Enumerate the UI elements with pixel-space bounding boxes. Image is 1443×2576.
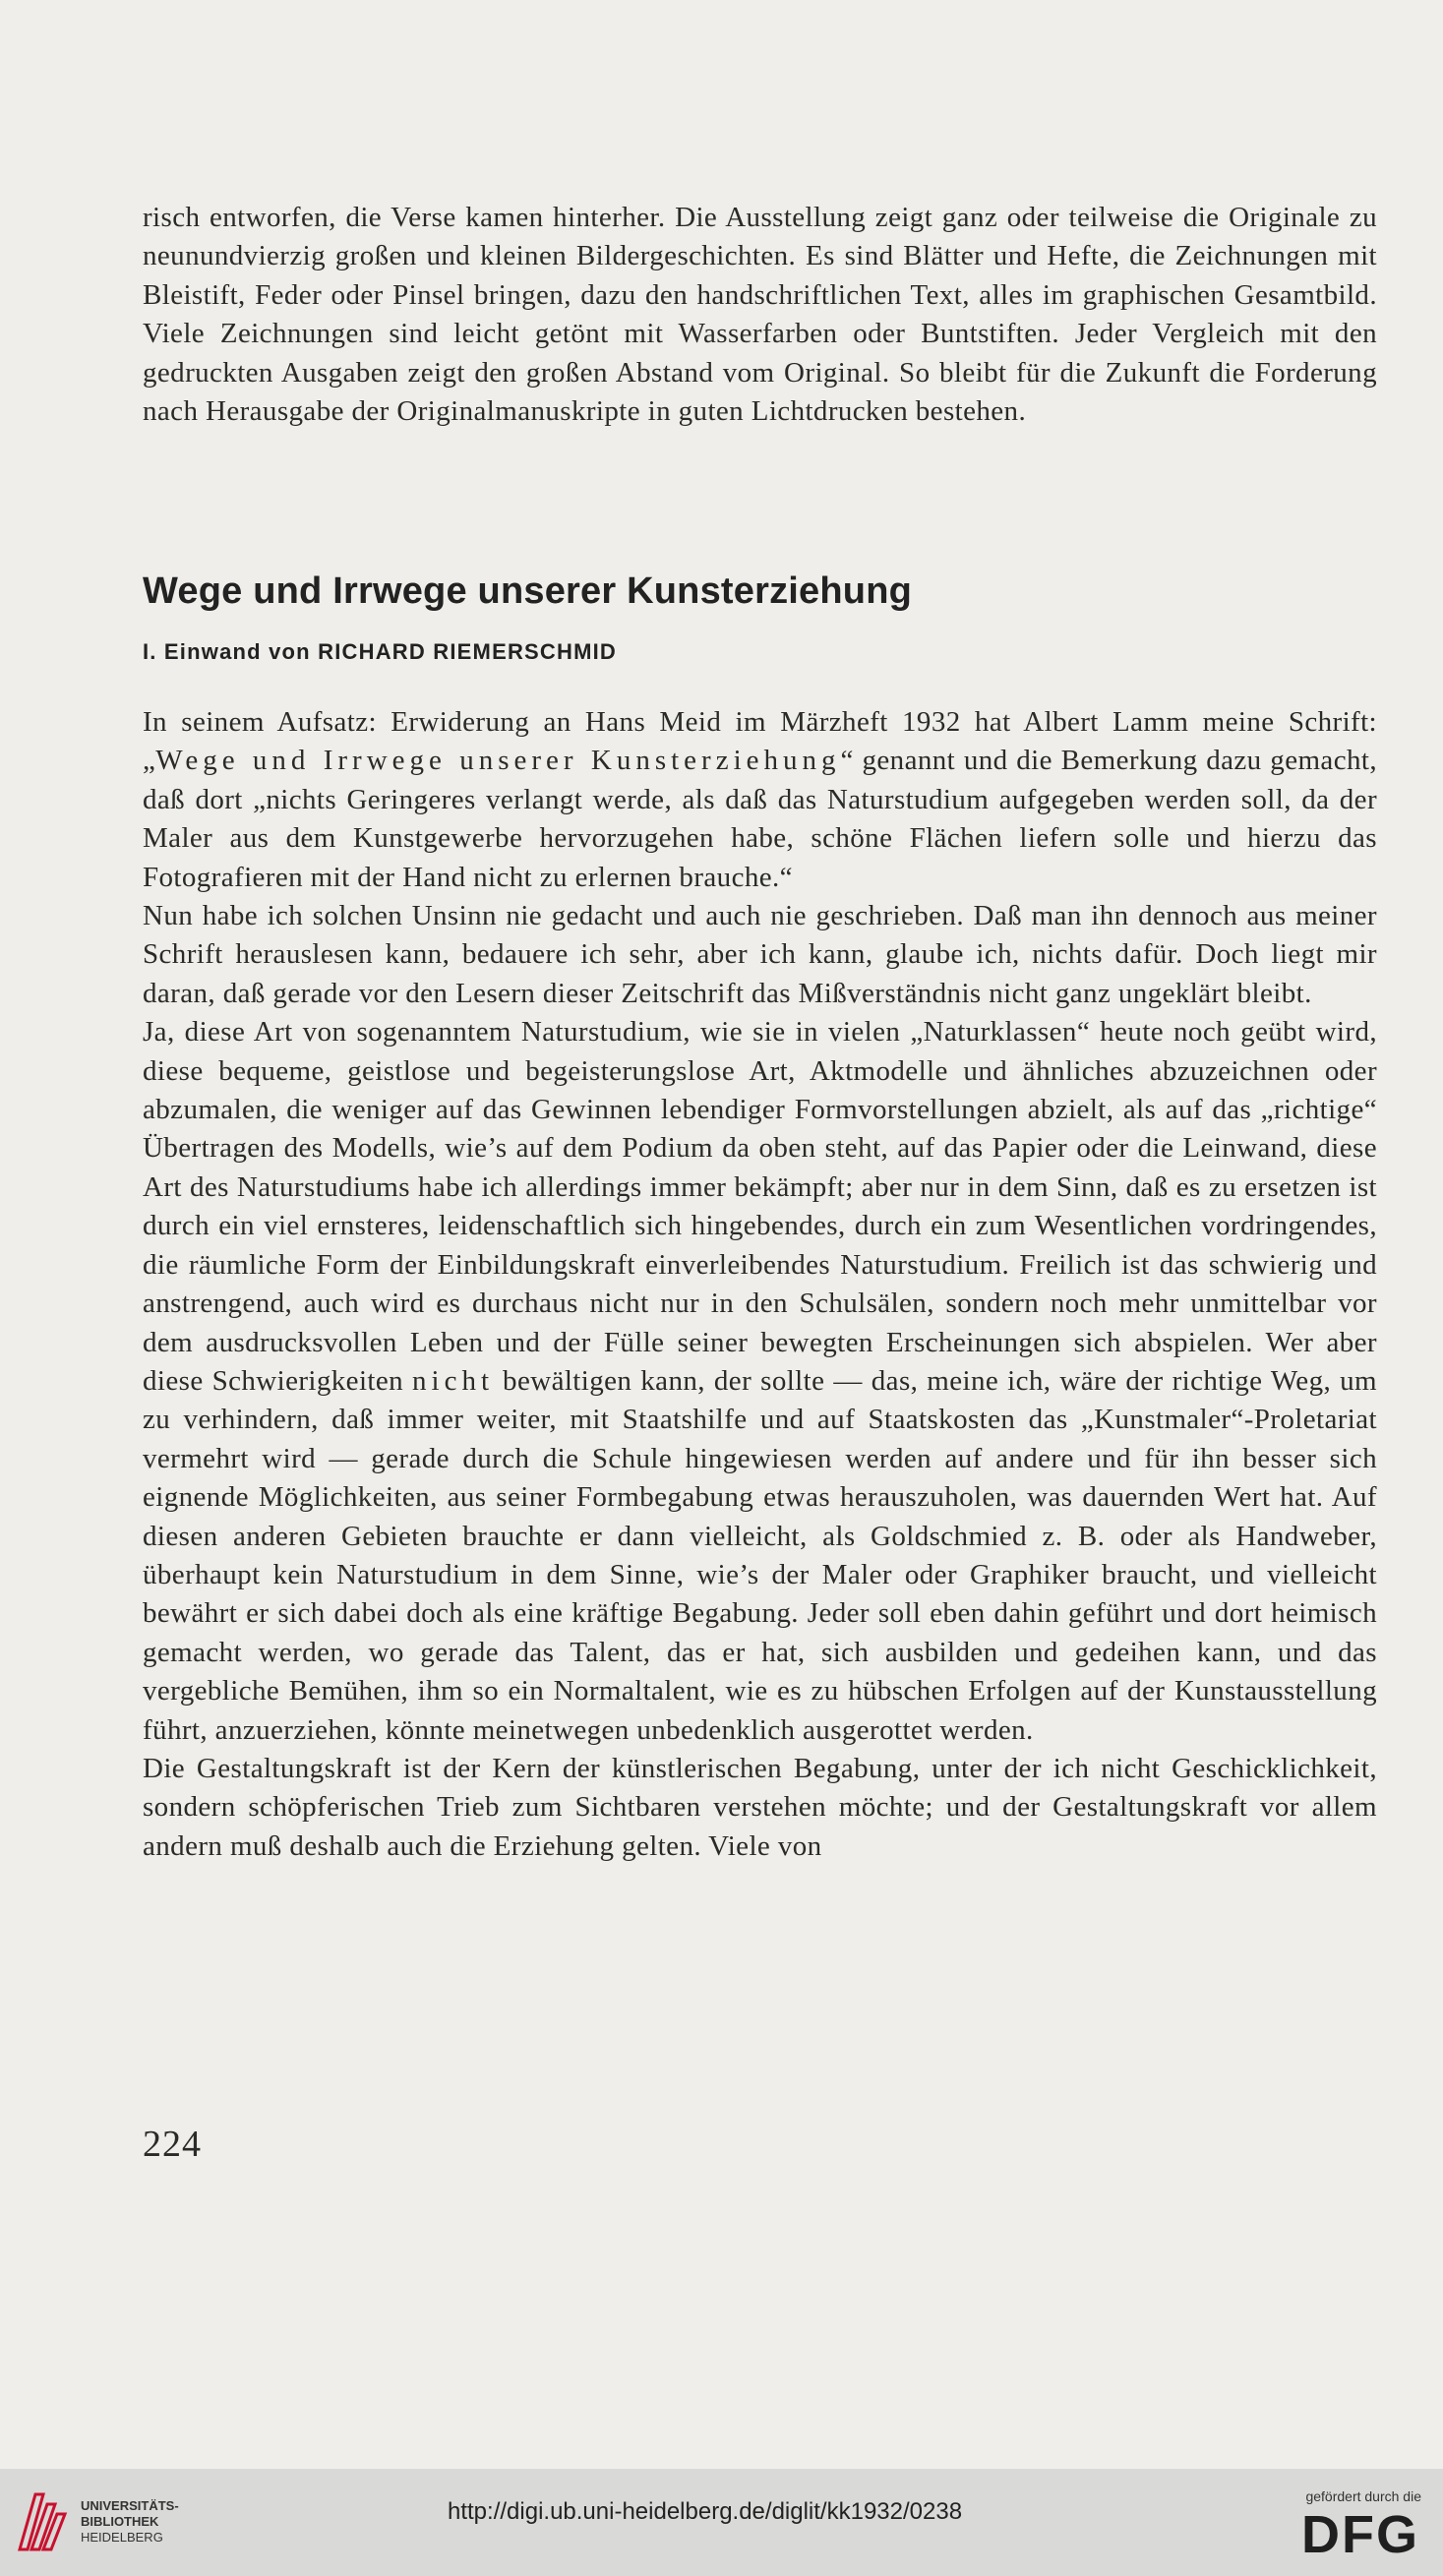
university-library-logo-icon[interactable] <box>14 2486 73 2555</box>
paragraph-3-end: bewältigen kann, der sollte — das, meine ich, wäre der richtige Weg, um zu verhindern, daß immer weiter, mit Staatshilfe und auf Staatskosten das „Kunstmaler“-Proletariat vermehrt wird — gerade durch die Schule hingewiesen werden auf andere und für ihn besser sich eignende Möglichkeiten, aus seiner Formbegabung etwas herauszuholen, was dauernden Wert hat. Auf diesen anderen Gebieten brauchte er dann vielleicht, als Goldschmied z. B. oder als Handweber, überhaupt kein Naturstudium in dem Sinne, wie’s der Maler oder Graphiker braucht, und vielleicht bewährt er sich dabei doch als eine kräftige Begabung. Jeder soll eben dahin geführt und dort heimisch gemacht werden, wo gerade das Talent, das er hat, sich ausbilden und gedeihen kann, und das vergebliche Bemühen, ihm so ein Normaltalent, wie es zu hübschen Erfolgen auf der Kunstausstellung führt, anzuerziehen, könnte meinetwegen unbedenklich ausgerottet werden. <box>143 1364 1377 1746</box>
dfg-logo[interactable]: DFG <box>1301 2505 1419 2564</box>
paragraph-3-start: Ja, diese Art von sogenanntem Naturstudium, wie sie in vielen „Naturklassen“ heute noch geübt wird, diese bequeme, geistlose und begeisterungslose Art, Aktmodelle und ähnliches abzuzeichnen oder abzumalen, die weniger auf das Gewinnen lebendiger Formvorstellungen abzielt, als auf das „richtige“ Übertragen des Modells, wie’s auf dem Podium da oben steht, auf das Papier oder die Leinwand, diese Art des Naturstudiums habe ich allerdings immer bekämpft; aber nur in dem Sinn, daß es zu ersetzen ist durch ein viel ernsteres, leidenschaftlich sich hingebendes, durch ein zum Wesentlichen vordringendes, die räumliche Form der Einbildungskraft einverleibendes Naturstudium. Freilich ist das schwierig und anstrengend, auch wird es durchaus nicht nur in den Schulsälen, sondern noch mehr unmittelbar vor dem ausdrucksvollen Leben und der Fülle seiner bewegten Erscheinungen sich abspielen. Wer aber diese Schwierigkeiten <box>143 1016 1377 1397</box>
paragraph-1 <box>143 703 1377 897</box>
page-number: 224 <box>143 2124 202 2165</box>
paragraph-1-start: In seinem Aufsatz: Erwiderung an Hans Meid im Märzheft 1932 hat Albert Lamm meine Schrift: „ <box>143 706 1377 777</box>
funded-by-label: gefördert durch die <box>1305 2488 1421 2504</box>
article-subtitle: I. Einwand von RICHARD RIEMERSCHMID <box>143 639 618 664</box>
paragraph-2: Nun habe ich solchen Unsinn nie gedacht und auch nie geschrieben. Daß man ihn dennoch aus meiner Schrift herauslesen kann, bedauere ich sehr, aber ich kann, glaube ich, nichts dafür. Doch liegt mir daran, daß gerade vor den Lesern dieser Zeitschrift das Mißverständnis nicht ganz ungeklärt bleibt. <box>143 900 1377 1009</box>
article-body <box>143 703 1377 1866</box>
intro-text: risch entworfen, die Verse kamen hinterher. Die Ausstellung zeigt ganz oder teilweise die Originale zu neunundvierzig großen und kleinen Bildergeschichten. Es sind Blätter und Hefte, die Zeichnungen mit Bleistift, Feder oder Pinsel bringen, dazu den handschriftlichen Text, alles im graphischen Gesamtbild. Viele Zeichnungen sind leicht getönt mit Wasserfarben oder Buntstiften. Jeder Vergleich mit den gedruckten Ausgaben zeigt den großen Abstand vom Original. So bleibt für die Zukunft die Forderung nach Herausgabe der Originalmanuskripte in guten Lichtdrucken bestehen. <box>143 202 1377 428</box>
paragraph-1-end: “ genannt und die Bemerkung dazu gemacht, daß dort „nichts Geringeres verlangt werde, als daß das Naturstudium aufgegeben werden soll, da der Maler aus dem Kunstgewerbe hervorzugehen habe, schöne Flächen liefern solle und hierzu das Fotografieren mit der Hand nicht zu erlernen brauche.“ <box>143 745 1377 893</box>
paragraph-3 <box>143 1013 1377 1750</box>
library-name[interactable] <box>81 2498 179 2546</box>
paragraph-4: Die Gestaltungskraft ist der Kern der künstlerischen Begabung, unter der ich nicht Geschicklichkeit, sondern schöpferischen Trieb zum Sichtbaren verstehen möchte; und der Gestaltungskraft vor allem andern muß deshalb auch die Erziehung gelten. Viele von <box>143 1752 1377 1862</box>
library-line-1: UNIVERSITÄTS- <box>81 2498 179 2513</box>
intro-paragraph <box>143 199 1377 431</box>
spaced-title-quote: Wege und Irrwege unserer Kunsterziehung <box>155 745 841 777</box>
spaced-emphasis: nicht <box>412 1364 495 1397</box>
library-line-2: BIBLIOTHEK <box>81 2514 159 2529</box>
library-line-3: HEIDELBERG <box>81 2530 163 2545</box>
permalink-url[interactable]: http://digi.ub.uni-heidelberg.de/diglit/kk1932/0238 <box>448 2498 963 2525</box>
article-title: Wege und Irrwege unserer Kunsterziehung <box>143 570 913 612</box>
